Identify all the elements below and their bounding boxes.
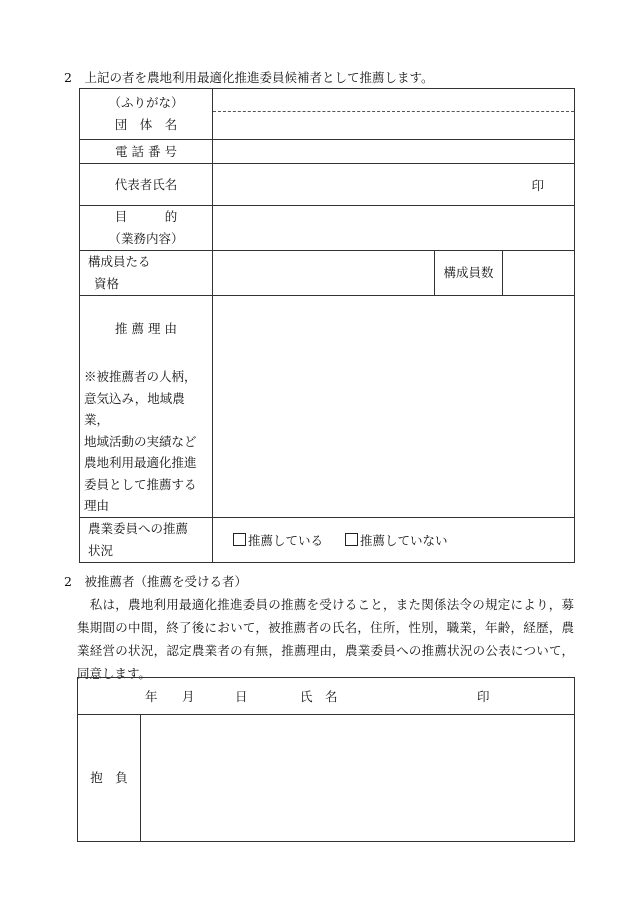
purpose-label: 目 的: [114, 209, 178, 224]
recommendation-status-row: [80, 517, 575, 562]
reason-note-line: 委員として推薦する: [84, 476, 197, 492]
status-label-line1: 農業委員への推薦: [88, 520, 189, 536]
rep-name-field[interactable]: [213, 164, 575, 206]
member-count-field[interactable]: [503, 251, 575, 296]
reason-label-cell: [80, 296, 213, 518]
status-label-cell: [80, 517, 213, 562]
reason-note-line: ※被推薦者の人柄，: [84, 369, 197, 384]
month-label: 月: [182, 689, 195, 704]
status-label-line2: 状況: [88, 542, 114, 558]
recommendation-form-table: [79, 88, 575, 563]
qualification-row: [80, 251, 575, 296]
org-name-label-cell: [80, 89, 213, 140]
nominee-table: [77, 677, 575, 842]
not-recommended-checkbox[interactable]: [345, 531, 448, 549]
qualification-label-line1: 構成員たる: [88, 254, 151, 269]
org-name-label: 団 体 名: [114, 117, 178, 132]
org-name-field[interactable]: [213, 89, 575, 140]
rep-name-label: 代表者氏名: [80, 164, 213, 206]
checkbox-icon[interactable]: [233, 533, 246, 546]
furigana-label: （ふりがな）: [108, 95, 184, 110]
seal-mark: 印: [477, 689, 490, 704]
phone-row: [80, 140, 575, 164]
ambition-row: [78, 715, 575, 842]
reason-note: [84, 366, 208, 517]
rep-name-row: [80, 164, 575, 206]
seal-mark: 印: [531, 177, 545, 193]
reason-field[interactable]: [213, 296, 575, 518]
ambition-label: 抱 負: [78, 715, 141, 842]
member-count-label: 構成員数: [435, 251, 503, 296]
section1-heading: 2 上記の者を農地利用最適化推進委員候補者として推薦します。: [64, 70, 434, 85]
section2-heading: 2 被推薦者（推薦を受ける者）: [64, 574, 247, 589]
org-name-row: [80, 89, 575, 140]
checkbox-icon[interactable]: [345, 533, 358, 546]
qualification-label-cell: [80, 251, 213, 296]
phone-field[interactable]: [213, 140, 575, 164]
year-label: 年: [145, 689, 158, 704]
not-recommended-label: 推薦していない: [360, 532, 448, 548]
reason-row: [80, 296, 575, 518]
furigana-field[interactable]: [213, 89, 574, 112]
purpose-label-cell: [80, 206, 213, 251]
reason-note-line: 意気込み，地域農業，: [84, 390, 185, 427]
recommended-checkbox[interactable]: [233, 531, 323, 549]
name-label: 氏 名: [300, 689, 338, 704]
reason-title: 推 薦 理 由: [115, 321, 177, 336]
consent-paragraph: 私は，農地利用最適化推進委員の推薦を受けること，また関係法令の規定により，募集期間の中間，終了後において，被推薦者の氏名，住所，性別，職業，年齢，経歴，農業経営の状況，認定農業者の有無，推薦理由，農業委員への推薦状況の公表について，同意します。: [77, 597, 574, 681]
day-label: 日: [235, 689, 248, 704]
purpose-sub-label: （業務内容）: [108, 231, 184, 246]
status-options: [213, 517, 575, 562]
ambition-field[interactable]: [141, 715, 575, 842]
qualification-label-line2: 資格: [94, 276, 120, 291]
reason-note-line: 農地利用最適化推進: [84, 455, 197, 470]
phone-label: 電 話 番 号: [80, 140, 213, 164]
date-name-row: [78, 678, 575, 715]
recommended-label: 推薦している: [248, 532, 324, 548]
reason-note-line: 地域活動の実績など: [84, 433, 197, 449]
purpose-row: [80, 206, 575, 251]
reason-note-line: 理由: [84, 498, 110, 513]
date-name-field[interactable]: [78, 678, 575, 715]
purpose-field[interactable]: [213, 206, 575, 251]
qualification-field[interactable]: [213, 251, 435, 296]
